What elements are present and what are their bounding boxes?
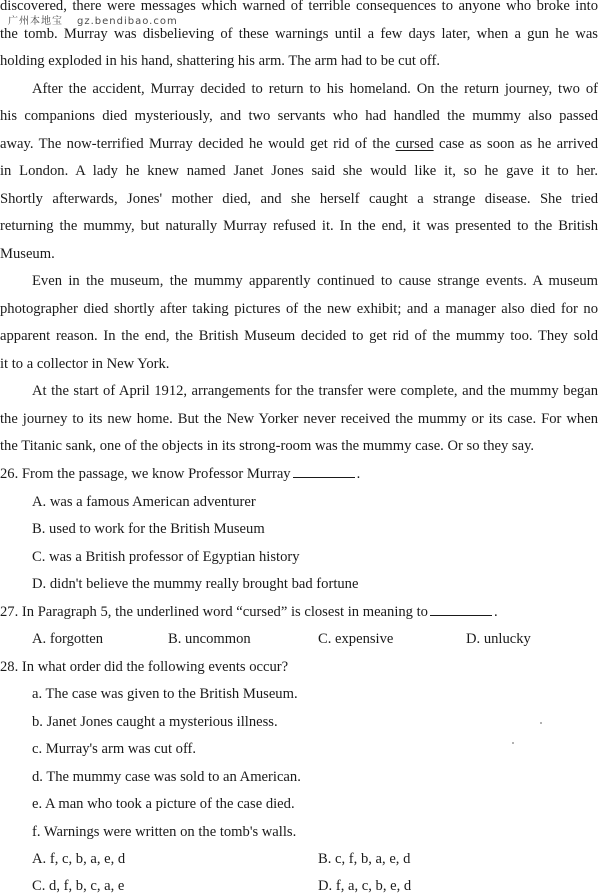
q28-event-b: b. Janet Jones caught a mysterious illness. [32,714,278,730]
paragraph-line: holding exploded in his hand, shattering his arm. The arm had to be cut off. [0,53,441,69]
paragraph-line: the Titanic sank, one of the objects in its strong-room was the mummy case. Or so they say. [0,438,535,454]
paragraph-line: Shortly afterwards, Jones' mother died, and she herself caught a strange disease. She tried [0,191,598,207]
q28-option-b: B. c, f, b, a, e, d [318,851,411,867]
question-28-stem: 28. In what order did the following events occur? [0,659,289,675]
paragraph-line: the journey to its new home. But the New Yorker never received the mummy or its case. For when [0,411,598,427]
question-text: 26. From the passage, we know Professor Murray [0,466,291,482]
question-27-stem [0,602,498,622]
answer-blank [430,603,492,616]
paragraph-line: At the start of April 1912, arrangements for the transfer were complete, and the mummy began [32,383,598,399]
underlined-word: cursed [395,136,434,152]
q28-event-f: f. Warnings were written on the tomb's walls. [32,824,297,840]
text-fragment: , there were messages which warned of terrible consequences to anyone who broke into [63,0,598,14]
q28-event-d: d. The mummy case was sold to an American. [32,769,301,785]
paragraph-line [0,0,598,16]
scan-speck [540,722,542,724]
paragraph-line [0,134,598,154]
question-text: . [356,466,361,482]
q28-option-c: C. d, f, b, c, a, e [32,878,125,894]
paragraph-line: After the accident, Murray decided to return to his homeland. On the return journey, two of [32,81,598,97]
q26-option-c: C. was a British professor of Egyptian history [32,549,300,565]
question-text: 27. In Paragraph 5, the underlined word “cursed” is closest in meaning to [0,604,428,620]
paragraph-line: photographer died shortly after taking pictures of the new exhibit; and a manager also died for no [0,301,598,317]
q28-event-a: a. The case was given to the British Museum. [32,686,298,702]
q26-option-a: A. was a famous American adventurer [32,494,256,510]
watermark-site-name: 广州本地宝 [8,16,63,27]
text-fragment: discovered [0,0,64,14]
q28-option-d: D. f, a, c, b, e, d [318,878,412,894]
q28-event-c: c. Murray's arm was cut off. [32,741,197,757]
q28-event-e: e. A man who took a picture of the case died. [32,796,295,812]
answer-blank [293,465,355,478]
paragraph-line: in London. A lady he knew named Janet Jones said she would like it, so he gave it to her. [0,163,598,179]
q26-option-b: B. used to work for the British Museum [32,521,265,537]
text-fragment: away. The now-terrified Murray decided he would get rid of the [0,136,396,152]
q28-option-a: A. f, c, b, a, e, d [32,851,126,867]
paragraph-line: Even in the museum, the mummy apparently continued to cause strange events. A museum [32,273,598,289]
q27-option-b: B. uncommon [168,631,251,647]
q26-option-d: D. didn't believe the mummy really brought bad fortune [32,576,359,592]
scan-speck [512,742,514,744]
watermark-url: gz.bendibao.com [77,16,178,27]
paragraph-line: it to a collector in New York. [0,356,170,372]
text-fragment: case as soon as he arrived [433,136,599,152]
q27-option-d: D. unlucky [466,631,531,647]
paragraph-line: the tomb. Murray was disbelieving of these warnings until a few days later, when a gun he was [0,26,598,42]
paragraph-line: returning the mummy, but naturally Murray refused it. In the end, it was presented to the British [0,218,598,234]
q27-option-a: A. forgotten [32,631,104,647]
paragraph-line: apparent reason. In the end, the British Museum decided to get rid of the mummy too. They sold [0,328,598,344]
question-text: . [493,604,498,620]
paragraph-line: Museum. [0,246,55,262]
paragraph-line: his companions died mysteriously, and two servants who had handled the mummy also passed [0,108,598,124]
question-26-stem [0,464,360,484]
q27-option-c: C. expensive [318,631,394,647]
